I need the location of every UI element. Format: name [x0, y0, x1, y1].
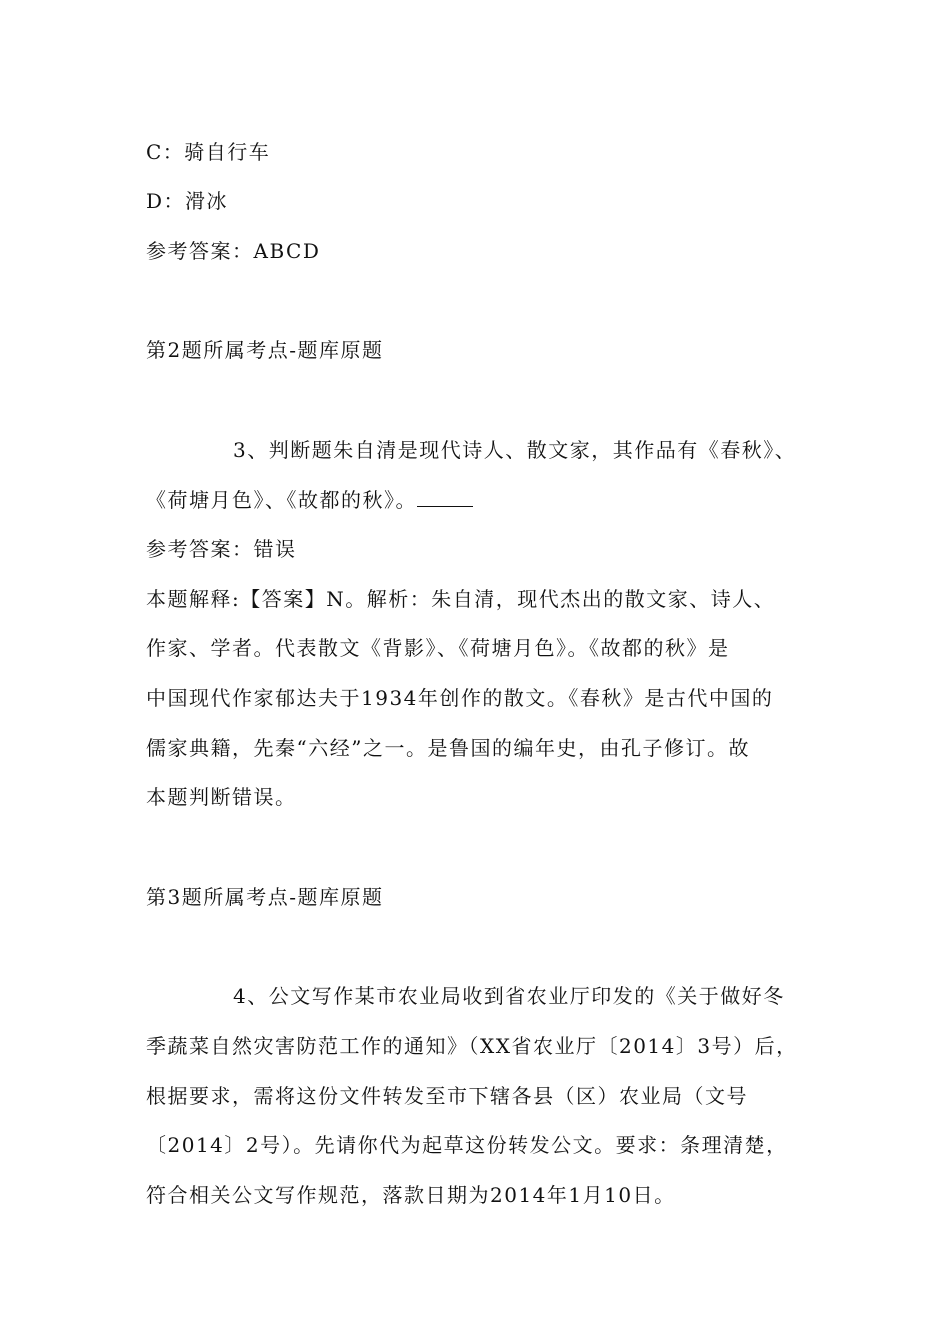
option-c: C：骑自行车 — [146, 140, 271, 164]
question-3-explanation-line-2: 作家、学者。代表散文《背影》、《荷塘月色》。《故都的秋》是 — [146, 636, 730, 660]
question-3-explanation-line-5: 本题判断错误。 — [146, 785, 297, 809]
option-d: D：滑冰 — [146, 189, 229, 213]
question-3-explanation-line-3: 中国现代作家郁达夫于1934年创作的散文。《春秋》是古代中国的 — [146, 686, 774, 710]
question-3-explanation-line-4: 儒家典籍，先秦“六经”之一。是鲁国的编年史，由孔子修订。故 — [146, 736, 750, 760]
question-4-line-2: 季蔬菜自然灾害防范工作的通知》（XX省农业厅〔2014〕3号）后， — [146, 1034, 798, 1058]
question-3-explanation-line-1: 本题解释:【答案】N。解析：朱自清，现代杰出的散文家、诗人、 — [146, 587, 776, 611]
question-3-stem-line-2 — [146, 485, 473, 515]
question-3-reference-answer: 参考答案：错误 — [146, 537, 297, 561]
question-4-line-3: 根据要求，需将这份文件转发至市下辖各县（区）农业局（文号 — [146, 1084, 748, 1108]
question-3-stem-line-1: 3、判断题朱自清是现代诗人、散文家，其作品有《春秋》、 — [233, 438, 797, 462]
question-3-topic: 第3题所属考点-题库原题 — [146, 885, 384, 909]
answer-blank — [417, 490, 473, 507]
reference-answer: 参考答案：ABCD — [146, 239, 321, 263]
question-2-topic: 第2题所属考点-题库原题 — [146, 338, 384, 362]
question-4-line-1: 4、公文写作某市农业局收到省农业厅印发的《关于做好冬 — [233, 984, 785, 1008]
question-4-line-5: 符合相关公文写作规范，落款日期为2014年1月10日。 — [146, 1183, 676, 1207]
question-4-line-4: 〔2014〕2号）。先请你代为起草这份转发公文。要求：条理清楚， — [146, 1133, 788, 1157]
question-3-stem-text: 《荷塘月色》、《故都的秋》。 — [146, 488, 417, 512]
